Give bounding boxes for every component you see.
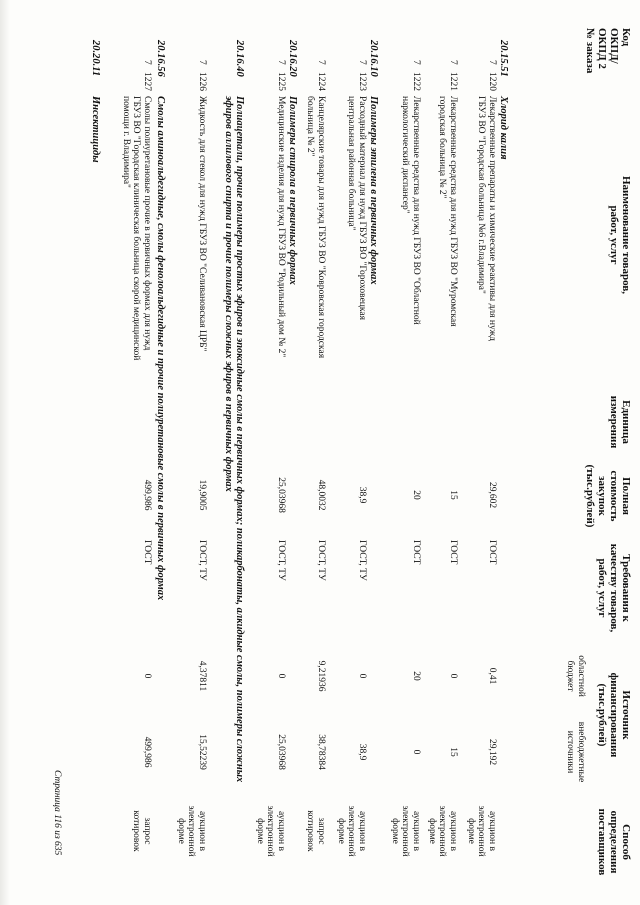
item-requirements: ГОСТ, ТУ xyxy=(197,540,207,581)
item-requirements: ГОСТ xyxy=(142,540,152,565)
item-name: Расходный материал для нужд ГБУЗ ВО "Гороховецкая центральная районная больница" xyxy=(346,96,367,320)
item-offbudget: 38,9 xyxy=(357,743,367,761)
item-name: Лекарственные средства для нужд ГБУЗ ВО "Областной наркологический диспансер" xyxy=(400,96,421,325)
item-method: аукцион в электронной форме xyxy=(390,805,421,857)
row-number: 7 xyxy=(411,60,421,65)
group-name: Полиацетали, прочие полимеры простых эфиров и эпоксидные смолы в первичных формах; поликарбонаты, алкидные смолы, полимеры сложных эфиров аллилового спирта и прочие полимеры сложных эфиров в первичных формах xyxy=(223,96,245,783)
row-number: 7 xyxy=(197,60,207,65)
row-number: 7 xyxy=(448,60,458,65)
item-cost: 25,03968 xyxy=(276,477,286,513)
group-code: 20.15.51 xyxy=(498,40,509,77)
item-name: Канцелярские товары для нужд ГБУЗ ВО "Ковровская городская больница № 2" xyxy=(305,96,326,359)
group-name: Смолы аминоальдегидные, смолы фенолоальдегидные и прочие полиуретановые смолы в первичных формах xyxy=(155,96,166,601)
header-cost: Полная стоимость закупок (тыс.рублей) xyxy=(584,464,632,528)
item-offbudget: 38,78384 xyxy=(316,734,326,770)
item-method: запрос котировок xyxy=(305,810,326,852)
group-name: Полимеры стирола в первичных формах xyxy=(287,96,298,285)
row-number: 7 xyxy=(142,60,152,65)
item-method: запрос котировок xyxy=(131,810,152,852)
item-name: Лекарственные средства для нужд ГБУЗ ВО "Муромская городская больница № 2" xyxy=(437,96,458,327)
item-cost: 499,986 xyxy=(142,479,152,511)
order-number: 1221 xyxy=(448,72,458,91)
item-method: аукцион в электронной форме xyxy=(176,805,207,857)
item-cost: 19,9005 xyxy=(197,479,207,511)
header-method: Способ определения поставщиков xyxy=(596,808,632,876)
item-name: Смолы полиуретановые прочие в первичных формах для нужд ГБУЗ ВО "Городская клиническая больница скорой медицинской помощи г. Владимира" xyxy=(121,96,152,361)
order-number: 1226 xyxy=(197,72,207,91)
item-regional: 0 xyxy=(357,673,367,679)
item-method: аукцион в электронной форме xyxy=(427,805,458,857)
item-requirements: ГОСТ, ТУ xyxy=(276,540,286,581)
order-number: 1222 xyxy=(411,72,421,91)
order-number: 1227 xyxy=(142,72,152,91)
order-number: 1225 xyxy=(276,72,286,91)
header-financing-regional: областной бюджет xyxy=(565,655,586,697)
group-name: Инсектициды xyxy=(90,96,101,163)
item-requirements: ГОСТ, ТУ xyxy=(357,540,367,581)
item-offbudget: 499,986 xyxy=(142,736,152,768)
group-name: Хлорид калия xyxy=(498,96,509,160)
row-number: 7 xyxy=(357,60,367,65)
item-requirements: ГОСТ xyxy=(411,540,421,565)
group-code: 20.16.20 xyxy=(287,40,298,77)
group-code: 20.16.10 xyxy=(368,40,379,77)
item-requirements: ГОСТ xyxy=(448,540,458,565)
item-regional: 0,41 xyxy=(487,667,497,685)
item-requirements: ГОСТ xyxy=(487,540,497,565)
group-code: 20.16.56 xyxy=(155,40,166,77)
header-code: Код ОКПД/ ОКПД 2 № заказа xyxy=(584,28,632,74)
item-cost: 29,602 xyxy=(487,481,497,509)
group-code: 20.20.11 xyxy=(90,40,101,77)
item-name: Жидкость для стекол для нужд ГБУЗ ВО "Селивановская ЦРБ" xyxy=(197,96,207,352)
row-number: 7 xyxy=(316,60,326,65)
header-name: Наименование товаров, работ, услуг xyxy=(608,175,632,295)
item-method: аукцион в электронной форме xyxy=(255,805,286,857)
order-number: 1224 xyxy=(316,72,326,91)
group-name: Полимеры этилена в первичных формах xyxy=(368,96,379,285)
item-offbudget: 15 xyxy=(448,747,458,757)
item-offbudget: 15,52239 xyxy=(197,734,207,770)
header-unit: Единица измерения xyxy=(608,395,632,449)
item-cost: 48,0032 xyxy=(316,479,326,511)
order-number: 1223 xyxy=(357,72,367,91)
item-regional: 9,21936 xyxy=(316,660,326,692)
item-regional: 0 xyxy=(276,673,286,679)
header-financing: Источник финансирования (тыс.рублей) xyxy=(596,672,632,758)
item-requirements: ГОСТ, ТУ xyxy=(316,540,326,581)
item-regional: 0 xyxy=(448,673,458,679)
group-code: 20.16.40 xyxy=(234,40,245,77)
item-regional: 0 xyxy=(142,673,152,679)
item-cost: 15 xyxy=(448,490,458,500)
item-cost: 20 xyxy=(411,490,421,500)
item-name: Лекарственные препараты и химические реактивы для нужд ГБУЗ ВО "Городская больница №6 г.Владимира" xyxy=(476,96,497,341)
item-cost: 38,9 xyxy=(357,486,367,504)
item-regional: 20 xyxy=(411,671,421,681)
item-offbudget: 0 xyxy=(411,749,421,755)
item-name: Медицинские изделия для нужд ГБУЗ ВО "Родильный дом № 2" xyxy=(276,96,286,358)
order-number: 1220 xyxy=(487,72,497,91)
item-regional: 4,37811 xyxy=(197,660,207,692)
header-requirements: Требования к качеству товаров, работ, услуг xyxy=(596,543,632,633)
item-offbudget: 25,03968 xyxy=(276,734,286,770)
item-method: аукцион в электронной форме xyxy=(336,805,367,857)
page-number: Страница 116 из 635 xyxy=(52,770,62,856)
header-financing-offbudget: внебюджетные источники xyxy=(565,721,586,783)
row-number: 7 xyxy=(487,60,497,65)
item-offbudget: 29,192 xyxy=(487,738,497,766)
item-method: аукцион в электронной форме xyxy=(466,805,497,857)
row-number: 7 xyxy=(276,60,286,65)
